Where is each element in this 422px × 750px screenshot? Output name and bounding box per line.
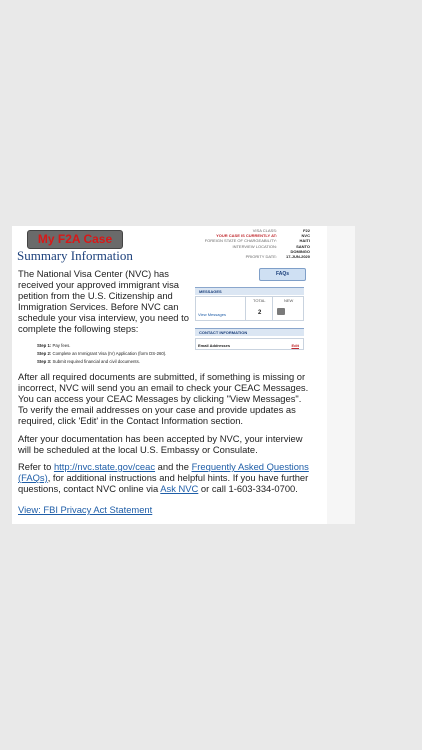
ask-nvc-link[interactable]: Ask NVC [160,483,199,494]
step-text: Complete an Immigrant Visa (IV) Application (form DS-260). [52,351,167,356]
faqs-button[interactable]: FAQs [259,268,306,281]
email-label: Email Addresses [198,343,231,348]
help-text: Refer to [18,461,54,472]
new-header: NEW [284,298,294,303]
intro-text: The National Visa Center (NVC) has received your approved immigrant visa petition from the U.S. Citizenship and Immigration Services. Before NVC can schedule your visa interview, you need to complete the following steps: [18,268,189,334]
messages-table [195,296,304,321]
case-meta [160,228,310,259]
privacy-link[interactable]: View: FBI Privacy Act Statement [18,504,153,515]
meta-row [160,244,310,254]
meta-value: F22 [303,228,310,233]
side-panel [327,226,355,524]
help-text: or call 1-603-334-0700. [198,483,298,494]
meta-value: 17-JUN-2020 [285,254,310,260]
meta-label: PRIORITY DATE: [245,254,277,260]
contact-header: CONTACT INFORMATION [195,328,304,336]
meta-value: SANTO DOMINGO [290,243,310,254]
meta-label: INTERVIEW LOCATION: [232,243,277,249]
total-header: TOTAL [253,298,266,303]
instructions-paragraph: After all required documents are submitted, if something is missing or incorrect, NVC will send you an email to check your CEAC Messages. You can access your CEAC Messages by clicking "View Messages". To verify the email addresses on your case and provide updates as required, click 'Edit' in the Contact Information section. [18,371,309,426]
step-item [37,358,166,366]
step-label: Step 2: [37,351,52,356]
help-text: , for additional instructions and helpful hints. If you have further questions, contact NVC online via [18,472,309,494]
ceac-link[interactable]: http://nvc.state.gov/ceac [53,461,156,472]
meta-value: NVC [301,233,310,239]
steps-list [37,342,166,366]
edit-link[interactable]: Edit [291,343,299,348]
faqs-link[interactable]: Frequently Asked Questions (FAQs) [18,461,309,483]
step-text: Pay fees. [52,343,71,348]
step-item [37,342,166,350]
new-messages-icon[interactable] [277,308,285,315]
meta-label: YOUR CASE IS CURRENTLY AT: [216,233,277,239]
help-paragraph [18,461,313,494]
view-messages-link[interactable]: View Messages [198,312,226,317]
step-label: Step 1: [37,343,52,348]
divider [272,297,273,320]
divider [245,297,246,320]
case-badge: My F2A Case [27,230,123,249]
meta-label: VISA CLASS: [252,228,277,233]
meta-row [160,254,310,259]
page-title: Summary Information [17,248,133,263]
step-text: Submit required financial and civil documents. [52,359,140,364]
messages-total: 2 [258,310,262,316]
contact-info-row [195,338,304,350]
step-item [37,350,166,358]
messages-header: MESSAGES [195,287,304,295]
step-label: Step 3: [37,359,52,364]
meta-label: FOREIGN STATE OF CHARGEABILITY: [204,238,277,244]
interview-paragraph: After your documentation has been accepted by NVC, your interview will be scheduled at the local U.S. Embassy or Consulate. [18,433,303,455]
help-text: and the [155,461,192,472]
meta-value: HAITI [299,238,310,244]
